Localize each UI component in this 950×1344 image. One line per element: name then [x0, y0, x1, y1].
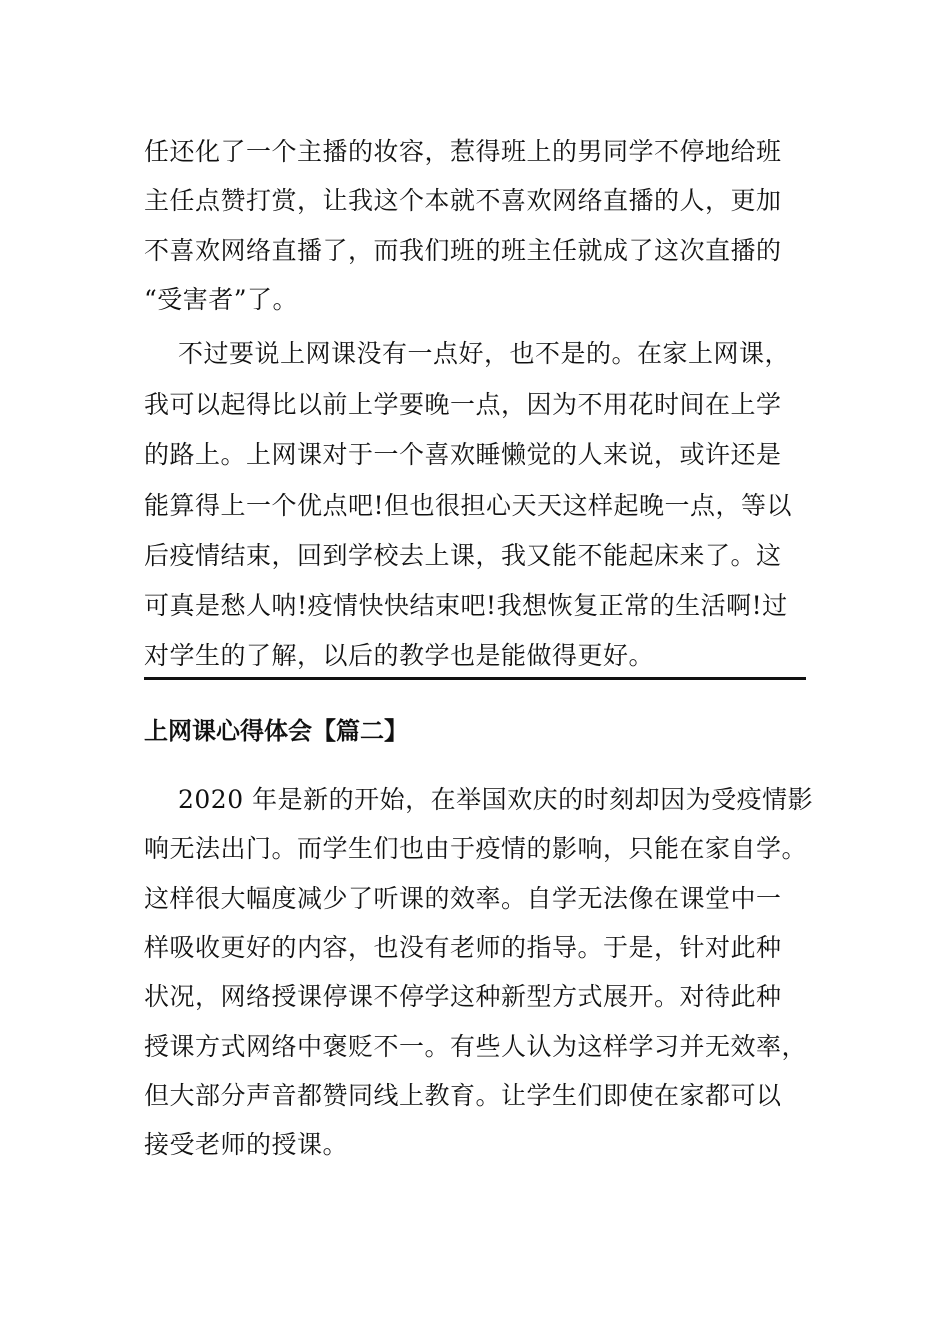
- horizontal-divider: [144, 677, 806, 680]
- paragraph-line: 这样很大幅度减少了听课的效率。自学无法像在课堂中一: [144, 884, 782, 913]
- paragraph-line: “受害者”了。: [144, 285, 299, 314]
- paragraph-line: 授课方式网络中褒贬不一。有些人认为这样学习并无效率，: [144, 1032, 808, 1061]
- section-heading: 上网课心得体会【篇二】: [144, 717, 408, 745]
- paragraph-line: 样吸收更好的内容，也没有老师的指导。于是，针对此种: [144, 933, 782, 962]
- paragraph-line: 对学生的了解，以后的教学也是能做得更好。: [144, 641, 655, 670]
- paragraph-line: 不过要说上网课没有一点好，也不是的。在家上网课，: [178, 339, 791, 368]
- paragraph-line: 能算得上一个优点吧!但也很担心天天这样起晚一点，等以: [144, 491, 793, 520]
- paragraph-line: 状况，网络授课停课不停学这种新型方式展开。对待此种: [144, 982, 782, 1011]
- paragraph-line: 但大部分声音都赞同线上教育。让学生们即使在家都可以: [144, 1081, 782, 1110]
- paragraph-line: 后疫情结束，回到学校去上课，我又能不能起床来了。这: [144, 541, 782, 570]
- paragraph-line: 主任点赞打赏，让我这个本就不喜欢网络直播的人，更加: [144, 186, 782, 215]
- paragraph-line: 接受老师的授课。: [144, 1130, 349, 1159]
- paragraph-line: 可真是愁人呐!疫情快快结束吧!我想恢复正常的生活啊!过: [144, 591, 788, 620]
- paragraph-line: 不喜欢网络直播了，而我们班的班主任就成了这次直播的: [144, 236, 782, 265]
- paragraph-line: 的路上。上网课对于一个喜欢睡懒觉的人来说，或许还是: [144, 440, 782, 469]
- paragraph-line: 响无法出门。而学生们也由于疫情的影响，只能在家自学。: [144, 834, 808, 863]
- paragraph-line: 2020 年是新的开始，在举国欢庆的时刻却因为受疫情影: [178, 785, 814, 814]
- paragraph-line: 任还化了一个主播的妆容，惹得班上的男同学不停地给班: [144, 137, 782, 166]
- paragraph-line: 我可以起得比以前上学要晚一点，因为不用花时间在上学: [144, 390, 782, 419]
